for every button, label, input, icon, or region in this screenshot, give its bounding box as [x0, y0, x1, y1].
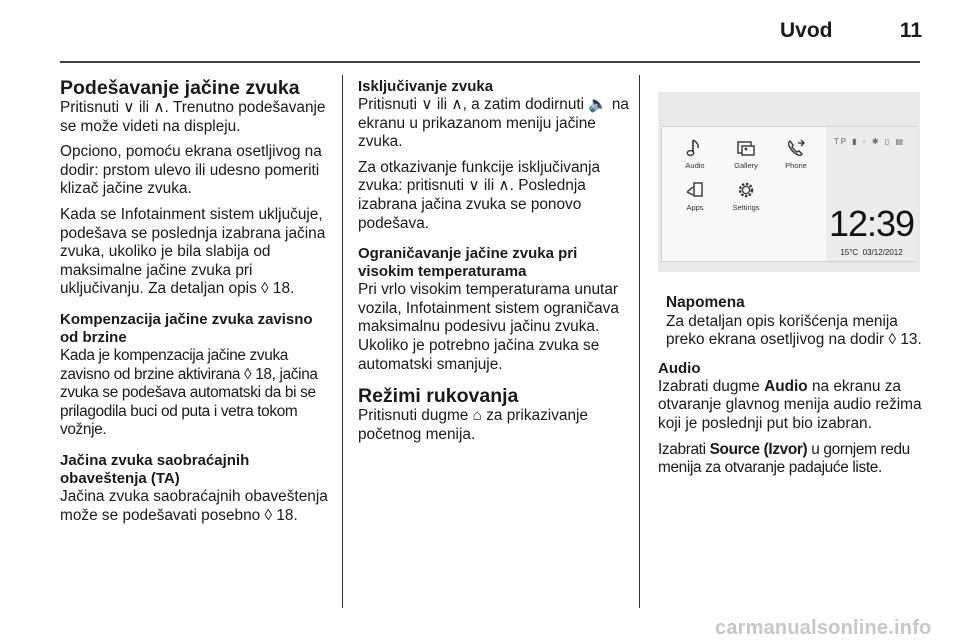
subheading-speed-compensation: Kompenzacija jačine zvuka zavisno od brzine — [60, 310, 313, 346]
paragraph — [658, 378, 926, 434]
clock-info — [826, 244, 917, 263]
paragraph: Pritisnuti dugme ⌂ za prikazivanje početnog menija. — [358, 407, 588, 443]
text-run: na ekranu za otvaranje glavnog menija audio režima koji je poslednji put bio izabran. — [658, 377, 922, 432]
paragraph: Kada se Infotainment sistem uključuje, podešava se poslednja izabrana jačina zvuka, ukoliko je bila slabija od maksimalne jačine zvuka pri uključivanju. Za detaljan opis ◊ 18. — [60, 205, 326, 298]
temperature-readout: 15°C — [840, 248, 859, 257]
clock-panel — [826, 127, 917, 261]
watermark: carmanualsonline.info — [715, 617, 932, 639]
app-phone — [769, 137, 823, 170]
status-icons: TP ▮ ◦ ✱ ▯ ▤ — [833, 137, 905, 146]
note-title: Napomena — [666, 294, 745, 311]
section-heading-operation-modes: Režimi rukovanja — [358, 385, 519, 408]
app-label: Gallery — [734, 161, 758, 170]
paragraph: Jačina zvuka saobraćajnih obaveštenja može se podešavati posebno ◊ 18. — [60, 487, 328, 524]
paragraph — [658, 441, 926, 478]
section-heading-volume: Podešavanje jačine zvuka — [60, 77, 300, 99]
header-rule — [60, 61, 920, 63]
column-2 — [358, 78, 633, 451]
column-3 — [658, 84, 926, 485]
gear-icon — [735, 179, 757, 201]
phone-icon — [785, 137, 807, 159]
app-apps — [668, 179, 722, 212]
app-label: Audio — [685, 161, 705, 170]
paragraph: Opciono, pomoću ekrana osetljivog na dodir: prstom ulevo ili udesno pomeriti klizač jačine zvuka. — [60, 143, 322, 198]
app-gallery — [719, 137, 773, 170]
clock-time: 12:39 — [828, 203, 915, 244]
button-reference-source: Source (Izvor) — [709, 440, 808, 458]
screen-display — [661, 126, 917, 262]
paragraph: Pritisnuti ∨ ili ∧, a zatim dodirnuti 🔈 na ekranu u prikazanom meniju jačine zvuka. — [358, 96, 629, 151]
text-run: u gornjem redu menija za otvaranje padajuće liste. — [658, 440, 910, 477]
text-run: Izabrati dugme — [658, 377, 765, 395]
gallery-icon — [735, 137, 757, 159]
paragraph: Za otkazivanje funkcije isključivanja zvuka: pritisnuti ∨ ili ∧. Poslednja izabrana jačina zvuka se ponovo podešava. — [358, 158, 601, 232]
app-label: Apps — [686, 203, 704, 212]
button-reference-audio: Audio — [764, 377, 808, 395]
paragraph: Pri vrlo visokim temperaturama unutar vozila, Infotainment sistem ograničava maksimalnu podesivu jačinu zvuka. Ukoliko je potrebno jačina zvuka se automatski smanjuje. — [358, 281, 619, 373]
apps-icon — [684, 179, 706, 201]
subheading-audio: Audio — [658, 359, 701, 377]
page-number: 11 — [899, 19, 922, 42]
music-note-icon — [684, 137, 706, 159]
text-run: Izabrati — [658, 440, 710, 458]
note-text: Za detaljan opis korišćenja menija preko ekrana osetljivog na dodir ◊ 13. — [666, 312, 922, 349]
column-1 — [60, 78, 328, 532]
app-settings — [719, 179, 773, 212]
subheading-mute: Isključivanje zvuka — [358, 78, 494, 95]
column-divider-1 — [342, 75, 343, 608]
subheading-temperature-limit: Ograničavanje jačine zvuka pri visokim temperaturama — [358, 245, 578, 281]
app-label: Phone — [785, 161, 807, 170]
paragraph: Pritisnuti ∨ ili ∧. Trenutno podešavanje se može videti na displeju. — [60, 99, 326, 135]
home-screen-illustration — [658, 92, 920, 272]
column-divider-2 — [639, 75, 640, 608]
note-box — [666, 294, 926, 350]
app-label: Settings — [732, 203, 760, 212]
subheading-traffic-announcements: Jačina zvuka saobraćajnih obaveštenja (TA) — [60, 451, 250, 487]
header-title: Uvod — [780, 19, 833, 42]
app-audio — [668, 137, 722, 170]
paragraph: Kada je kompenzacija jačine zvuka zavisno od brzine aktivirana ◊ 18, jačina zvuka se podešava automatski da bi se prilagodila buci od puta i vetra tokom vožnje. — [60, 346, 318, 439]
date-readout: 03/12/2012 — [862, 248, 903, 257]
